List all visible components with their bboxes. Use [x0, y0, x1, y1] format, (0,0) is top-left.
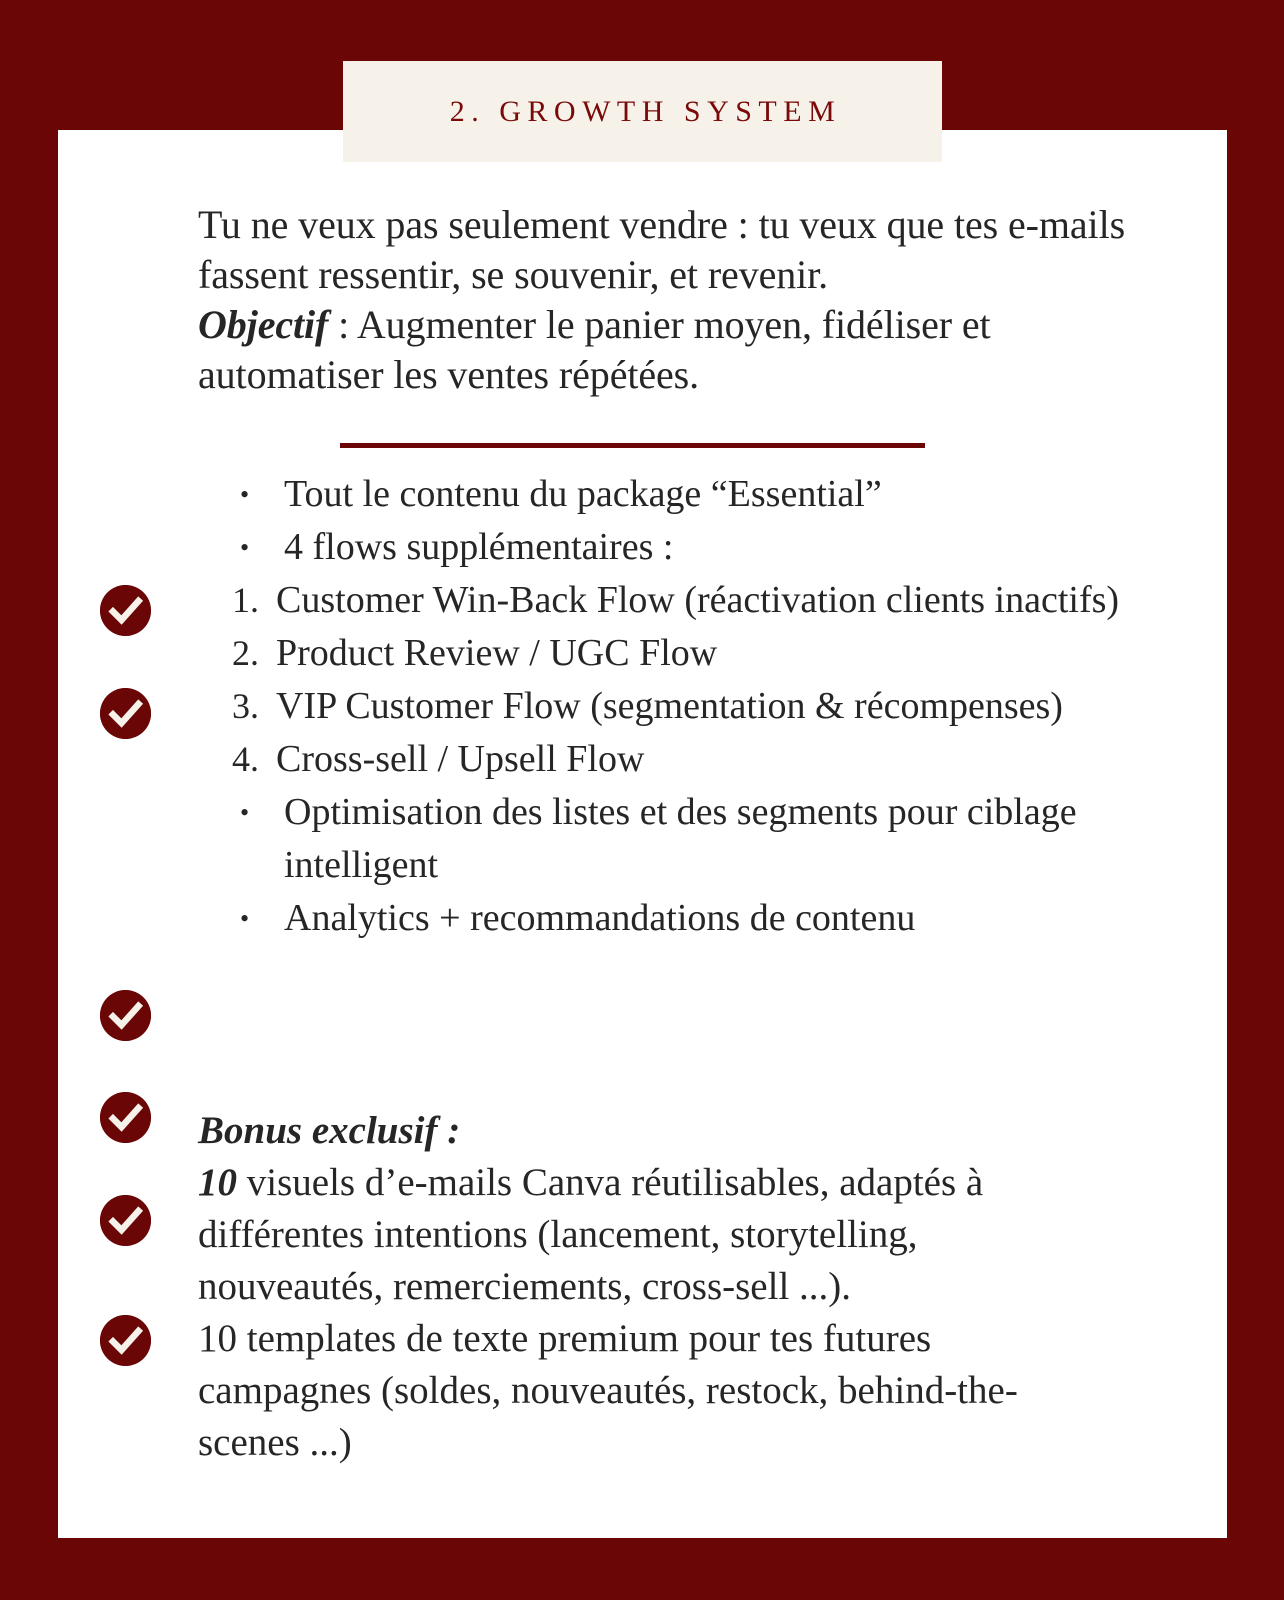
list-item-text: Optimisation des listes et des segments pour ciblage intelligent: [284, 791, 1077, 886]
list-marker: 4.: [232, 739, 259, 779]
list-item-text: Product Review / UGC Flow: [276, 632, 718, 674]
bonus-count: 10: [198, 1161, 237, 1204]
list-item-text: Tout le contenu du package “Essential”: [284, 473, 882, 515]
list-marker: •: [240, 480, 250, 509]
list-item: [232, 892, 1162, 945]
check-circle-icon: [100, 1195, 151, 1246]
list-item: [232, 786, 1162, 892]
list-item-text: Cross-sell / Upsell Flow: [276, 738, 645, 780]
intro-line-1: Tu ne veux pas seulement vendre : tu veux que tes e-mails fassent ressentir, se souvenir, et revenir.: [198, 202, 1126, 297]
list-item-text: 4 flows supplémentaires :: [284, 526, 674, 568]
page-title: 2. GROWTH SYSTEM: [449, 94, 842, 128]
check-circle-icon: [100, 1315, 151, 1366]
section-header-banner: [343, 61, 942, 162]
bonus-title: Bonus exclusif :: [198, 1109, 461, 1152]
objectif-label: Objectif: [198, 302, 329, 347]
list-item-text: Analytics + recommandations de contenu: [284, 897, 916, 939]
bonus-paragraph-1-text: visuels d’e-mails Canva réutilisables, adaptés à différentes intentions (lancement, storytelling, nouveautés, remerciements, cross-sell ...).: [198, 1161, 984, 1308]
list-marker: •: [240, 798, 250, 827]
list-item: [232, 680, 1162, 733]
list-marker: 3.: [232, 686, 259, 726]
list-item-text: Customer Win-Back Flow (réactivation clients inactifs): [276, 579, 1120, 621]
objectif-text: : Augmenter le panier moyen, fidéliser et automatiser les ventes répétées.: [198, 302, 991, 397]
list-marker: •: [240, 533, 250, 562]
check-circle-icon: [100, 1092, 151, 1143]
check-circle-icon: [100, 688, 151, 739]
list-item: [232, 521, 1162, 574]
bonus-paragraph-1: [198, 1157, 1098, 1313]
check-circle-icon: [100, 585, 151, 636]
feature-list: [232, 468, 1162, 945]
list-item: [232, 574, 1162, 627]
intro-block: [198, 200, 1158, 400]
list-marker: •: [240, 904, 250, 933]
bonus-paragraph-2: 10 templates de texte premium pour tes futures campagnes (soldes, nouveautés, restock, behind-the-scenes ...): [198, 1317, 1018, 1464]
intro-paragraph: [198, 200, 1158, 400]
list-item-text: VIP Customer Flow (segmentation & récompenses): [276, 685, 1063, 727]
list-item: [232, 627, 1162, 680]
list-item: [232, 733, 1162, 786]
bonus-block: [198, 1105, 1098, 1469]
section-divider: [340, 443, 925, 448]
list-marker: 2.: [232, 633, 259, 673]
list-item: [232, 468, 1162, 521]
list-marker: 1.: [232, 580, 259, 620]
check-circle-icon: [100, 990, 151, 1041]
